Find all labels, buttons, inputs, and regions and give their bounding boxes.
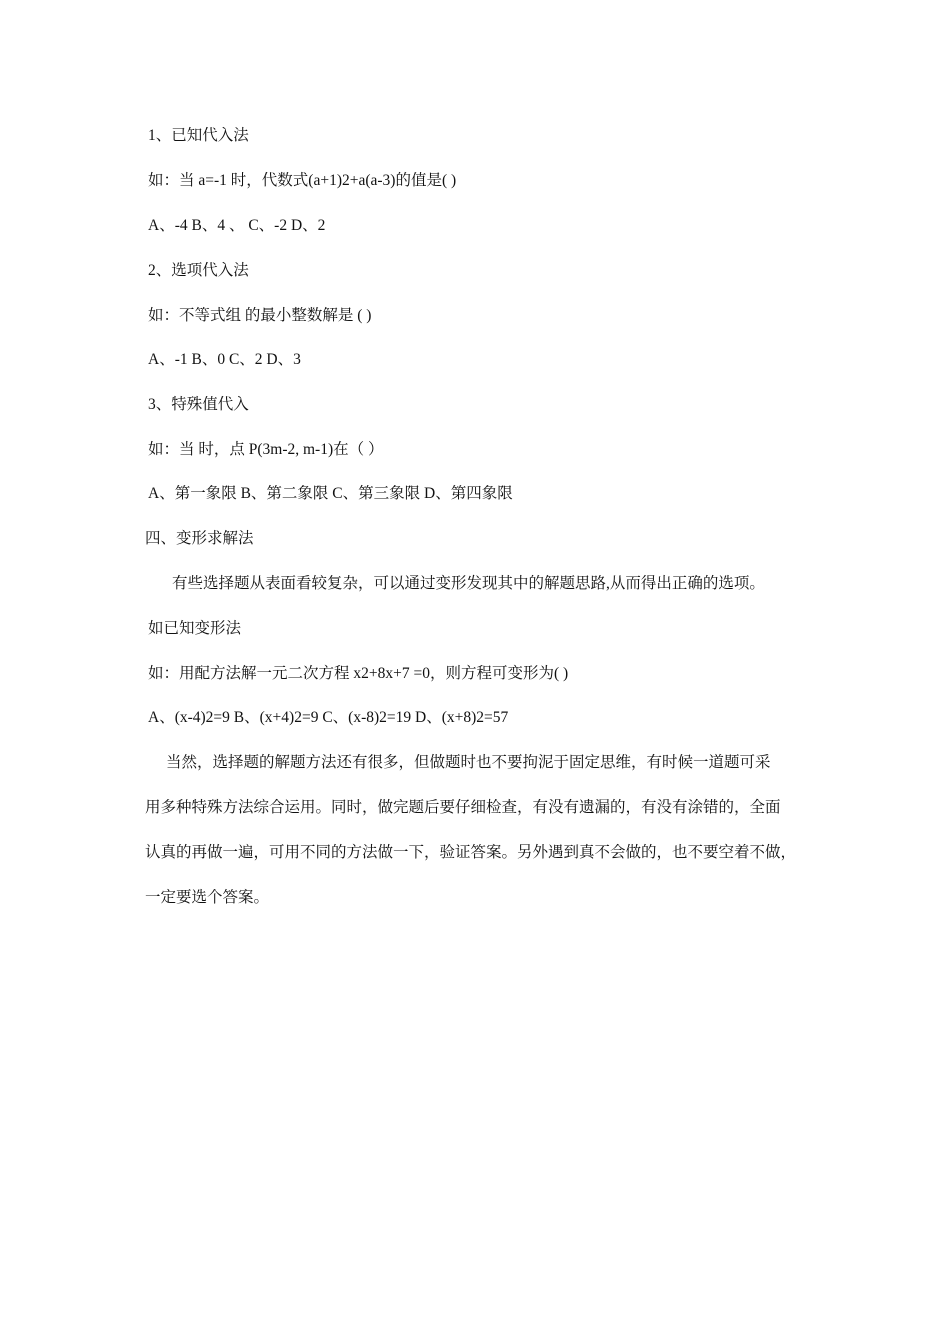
answer-options-2: A、-1 B、0 C、2 D、3 bbox=[148, 351, 301, 368]
example-question-2: 如：不等式组 的最小整数解是 ( ) bbox=[148, 307, 372, 324]
example-question-1: 如：当 a=-1 时，代数式(a+1)2+a(a-3)的值是( ) bbox=[148, 172, 457, 189]
conclusion-paragraph-line-4: 一定要选个答案。 bbox=[145, 889, 270, 906]
conclusion-paragraph-line-3: 认真的再做一遍，可用不同的方法做一下，验证答案。另外遇到真不会做的，也不要空着不做， bbox=[145, 844, 797, 861]
conclusion-paragraph-line-1: 当然，选择题的解题方法还有很多，但做题时也不要拘泥于固定思维，有时候一道题可采 bbox=[166, 754, 771, 771]
section-heading-special-value: 3、特殊值代入 bbox=[148, 396, 249, 413]
transformation-intro-paragraph: 有些选择题从表面看较复杂，可以通过变形发现其中的解题思路,从而得出正确的选项。 bbox=[172, 575, 765, 592]
conclusion-paragraph-line-2: 用多种特殊方法综合运用。同时，做完题后要仔细检查，有没有遗漏的，有没有涂错的，全面 bbox=[145, 799, 781, 816]
example-question-3: 如：当 时，点 P(3m-2, m-1)在（ ） bbox=[148, 441, 384, 458]
answer-options-4: A、(x-4)2=9 B、(x+4)2=9 C、(x-8)2=19 D、(x+8)2=57 bbox=[148, 709, 509, 726]
example-question-4: 如：用配方法解一元二次方程 x2+8x+7 =0，则方程可变形为( ) bbox=[148, 665, 569, 682]
answer-options-3: A、第一象限 B、第二象限 C、第三象限 D、第四象限 bbox=[148, 485, 513, 502]
section-heading-transformation: 四、变形求解法 bbox=[145, 530, 254, 547]
subheading-known-transformation: 如已知变形法 bbox=[148, 620, 242, 637]
section-heading-known-substitution: 1、已知代入法 bbox=[148, 127, 249, 144]
section-heading-option-substitution: 2、选项代入法 bbox=[148, 262, 249, 279]
answer-options-1: A、-4 B、4 、 C、-2 D、2 bbox=[148, 217, 326, 234]
